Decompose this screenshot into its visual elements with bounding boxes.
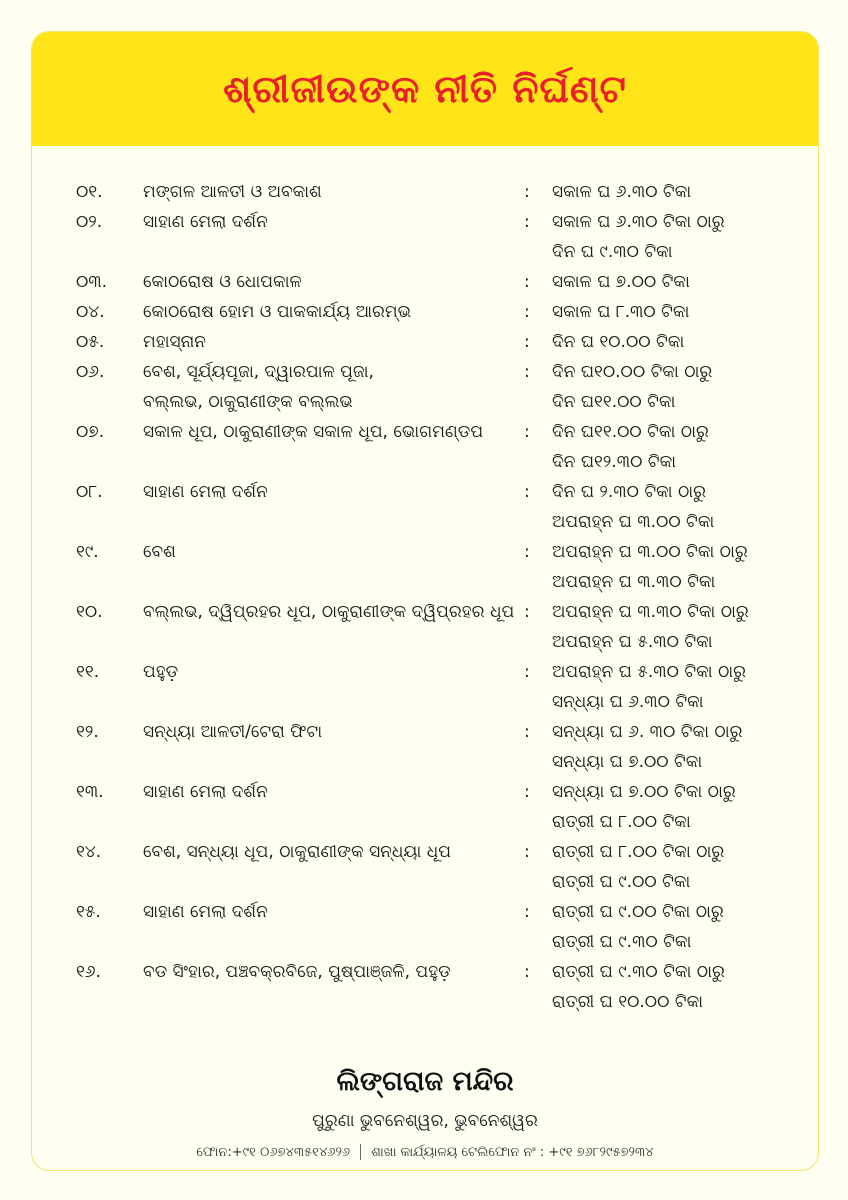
ritual-time: [552, 597, 792, 657]
ritual-time: [552, 417, 792, 477]
time-line: ରାତ୍ରୀ ଘ ୮.୦୦ ଟିକା: [552, 812, 691, 832]
ritual-time: [552, 177, 792, 207]
row-separator: :: [524, 332, 530, 352]
ritual-name: [143, 297, 533, 327]
ritual-name: [143, 837, 533, 867]
time-line: ରାତ୍ରୀ ଘ ୯.୦୦ ଟିକା ଠାରୁ: [552, 902, 724, 922]
ritual-name: [143, 207, 533, 237]
ritual-line: ବେଶ, ସୂର୍ଯ୍ୟପୂଜା, ଦ୍ୱାରପାଳ ପୂଜା,: [143, 362, 374, 382]
ritual-line: ବଲ୍ଲଭ, ଦ୍ୱିପ୍ରହର ଧୂପ, ଠାକୁରାଣୀଙ୍କ ଦ୍ୱିପ୍ରହର ଧୂପ: [143, 602, 515, 622]
row-separator: :: [524, 662, 530, 682]
ritual-name: [143, 597, 533, 627]
ritual-time: [552, 207, 792, 267]
ritual-line: ସାହାଣ ମେଲା ଦର୍ଶନ: [143, 782, 268, 802]
time-line: ସନ୍ଧ୍ୟା ଘ ୬.୩୦ ଟିକା: [552, 692, 704, 712]
ritual-name: [143, 657, 533, 687]
time-line: ସକାଳ ଘ ୮.୩୦ ଟିକା: [552, 302, 690, 322]
time-line: ଦିନ ଘ୧୦.୦୦ ଟିକା ଠାରୁ: [552, 362, 713, 382]
row-separator: :: [524, 602, 530, 622]
ritual-line: ସାହାଣ ମେଲା ଦର୍ଶନ: [143, 212, 268, 232]
ritual-line: ପହୁଡ଼: [143, 662, 179, 682]
time-line: ସକାଳ ଘ ୬.୩୦ ଟିକା: [552, 182, 692, 202]
ritual-line: ମଙ୍ଗଳ ଆଳତୀ ଓ ଅବକାଶ: [143, 182, 322, 202]
time-line: ରାତ୍ରୀ ଘ ୧୦.୦୦ ଟିକା: [552, 992, 704, 1012]
branch-phone-number: ଶାଖା କାର୍ଯ୍ୟାଳୟ ଟେଲିଫୋନ ନଂ : +୯୧ ୭୬୮୨୯୫୭୨୩୪: [371, 1144, 654, 1160]
ritual-name: [143, 477, 533, 507]
contact-divider: [360, 1144, 361, 1160]
contact-line: [32, 1144, 818, 1160]
ritual-time: [552, 957, 792, 1017]
ritual-line: ମହାସ୍ନାନ: [143, 332, 206, 352]
row-separator: :: [524, 302, 530, 322]
ritual-name: [143, 897, 533, 927]
temple-address: ପୁରୁଣା ଭୁବନେଶ୍ୱର, ଭୁବନେଶ୍ୱର: [312, 1111, 538, 1131]
ritual-time: [552, 837, 792, 897]
time-line: ସନ୍ଧ୍ୟା ଘ ୭.୦୦ ଟିକା ଠାରୁ: [552, 782, 736, 802]
ritual-line: ସାହାଣ ମେଲା ଦର୍ଶନ: [143, 902, 268, 922]
time-line: ଦିନ ଘ୧୨.୩୦ ଟିକା: [552, 452, 677, 472]
row-number: ୧୨.: [76, 722, 99, 742]
ritual-line: ବଲ୍ଲଭ, ଠାକୁରାଣୀଙ୍କ ବଲ୍ଲଭ: [143, 392, 353, 412]
row-separator: :: [524, 482, 530, 502]
row-number: ୦୩.: [76, 272, 108, 292]
ritual-time: [552, 777, 792, 837]
row-separator: :: [524, 722, 530, 742]
ritual-line: ସକାଳ ଧୂପ, ଠାକୁରାଣୀଙ୍କ ସକାଳ ଧୂପ, ଭୋଗମଣ୍ଡପ: [143, 422, 484, 442]
ritual-time: [552, 897, 792, 957]
row-number: ୧୧.: [76, 662, 100, 682]
ritual-line: କୋଠରୋଷ ଓ ଧୋପକାଳ: [143, 272, 302, 292]
ritual-time: [552, 267, 792, 297]
time-line: ସକାଳ ଘ ୭.୦୦ ଟିକା: [552, 272, 690, 292]
ritual-name: [143, 267, 533, 297]
row-number: ୦୬.: [76, 362, 105, 382]
time-line: ଅପରାହ୍ନ ଘ ୫.୩୦ ଟିକା: [552, 632, 713, 652]
row-number: ୦୫.: [76, 332, 105, 352]
row-separator: :: [524, 182, 530, 202]
ritual-time: [552, 297, 792, 327]
ritual-name: [143, 717, 533, 747]
row-separator: :: [524, 272, 530, 292]
row-separator: :: [524, 422, 530, 442]
ritual-line: ସନ୍ଧ୍ୟା ଆଳତୀ/ଟେରା ଫିଟା: [143, 722, 323, 742]
time-line: ସକାଳ ଘ ୬.୩୦ ଟିକା ଠାରୁ: [552, 212, 725, 232]
ritual-name: [143, 777, 533, 807]
ritual-line: ସାହାଣ ମେଲା ଦର୍ଶନ: [143, 482, 268, 502]
row-number: ୦୮.: [76, 482, 103, 502]
ritual-time: [552, 327, 792, 357]
row-number: ୦୧.: [76, 182, 103, 202]
time-line: ଦିନ ଘ ୯.୩୦ ଟିକା: [552, 242, 673, 262]
row-separator: :: [524, 842, 530, 862]
row-separator: :: [524, 542, 530, 562]
ritual-time: [552, 477, 792, 537]
ritual-time: [552, 357, 792, 417]
footer: [32, 1060, 818, 1160]
phone-number: ଫୋନ:+୯୧ ୦୬୭୪୩୫୧୪୬୨୬: [196, 1144, 351, 1160]
row-number: ୦୭.: [76, 422, 105, 442]
row-number: ୧୩.: [76, 782, 104, 802]
temple-name: ଲିଙ୍ଗରାଜ ମନ୍ଦିର: [336, 1066, 514, 1097]
ritual-name: [143, 417, 533, 447]
ritual-name: [143, 327, 533, 357]
ritual-time: [552, 537, 792, 597]
ritual-line: ବେଶ, ସନ୍ଧ୍ୟା ଧୂପ, ଠାକୁରାଣୀଙ୍କ ସନ୍ଧ୍ୟା ଧୂପ: [143, 842, 451, 862]
schedule-card: [31, 31, 819, 1171]
time-line: ଦିନ ଘ୧୧.୦୦ ଟିକା: [552, 392, 676, 412]
time-line: ଅପରାହ୍ନ ଘ ୩.୩୦ ଟିକା ଠାରୁ: [552, 602, 749, 622]
title-banner: [32, 32, 818, 146]
row-separator: :: [524, 782, 530, 802]
row-number: ୧୫.: [76, 902, 101, 922]
ritual-line: ବଡ ସିଂହାର, ପଞ୍ଚବକ୍ରବିଜେ, ପୁଷ୍ପାଞ୍ଜଳି, ପହୁଡ଼: [143, 962, 451, 982]
ritual-name: [143, 177, 533, 207]
row-separator: :: [524, 212, 530, 232]
row-separator: :: [524, 902, 530, 922]
row-separator: :: [524, 962, 530, 982]
row-number: ୧୬.: [76, 962, 101, 982]
ritual-name: [143, 957, 533, 987]
time-line: ରାତ୍ରୀ ଘ ୯.୩୦ ଟିକା ଠାରୁ: [552, 962, 725, 982]
time-line: ଦିନ ଘ ୨.୩୦ ଟିକା ଠାରୁ: [552, 482, 707, 502]
time-line: ରାତ୍ରୀ ଘ ୯.୦୦ ଟିକା: [552, 872, 691, 892]
row-number: ୧୪.: [76, 842, 102, 862]
ritual-line: ବେଶ: [143, 542, 176, 562]
ritual-line: କୋଠରୋଷ ହୋମ ଓ ପାକକାର୍ଯ୍ୟ ଆରମ୍ଭ: [143, 302, 412, 322]
time-line: ସନ୍ଧ୍ୟା ଘ ୭.୦୦ ଟିକା: [552, 752, 703, 772]
page-title: ଶ୍ରୀଜୀଉଙ୍କ ନୀତି ନିର୍ଘଣ୍ଟ: [223, 66, 627, 111]
row-number: ୧୦.: [76, 602, 103, 622]
time-line: ଦିନ ଘ୧୧.୦୦ ଟିକା ଠାରୁ: [552, 422, 709, 442]
time-line: ଅପରାହ୍ନ ଘ ୩.୩୦ ଟିକା: [552, 572, 716, 592]
ritual-time: [552, 717, 792, 777]
time-line: ସନ୍ଧ୍ୟା ଘ ୬. ୩୦ ଟିକା ଠାରୁ: [552, 722, 743, 742]
row-number: ୦୪.: [76, 302, 105, 322]
ritual-time: [552, 657, 792, 717]
row-number: ୦୨.: [76, 212, 103, 232]
time-line: ଅପରାହ୍ନ ଘ ୩.୦୦ ଟିକା ଠାରୁ: [552, 542, 748, 562]
ritual-name: [143, 357, 533, 417]
row-separator: :: [524, 362, 530, 382]
time-line: ଦିନ ଘ ୧୦.୦୦ ଟିକା: [552, 332, 685, 352]
time-line: ରାତ୍ରୀ ଘ ୯.୩୦ ଟିକା: [552, 932, 692, 952]
time-line: ରାତ୍ରୀ ଘ ୮.୦୦ ଟିକା ଠାରୁ: [552, 842, 725, 862]
ritual-name: [143, 537, 533, 567]
row-number: ୧୯.: [76, 542, 99, 562]
time-line: ଅପରାହ୍ନ ଘ ୩.୦୦ ଟିକା: [552, 512, 715, 532]
time-line: ଅପରାହ୍ନ ଘ ୫.୩୦ ଟିକା ଠାରୁ: [552, 662, 747, 682]
